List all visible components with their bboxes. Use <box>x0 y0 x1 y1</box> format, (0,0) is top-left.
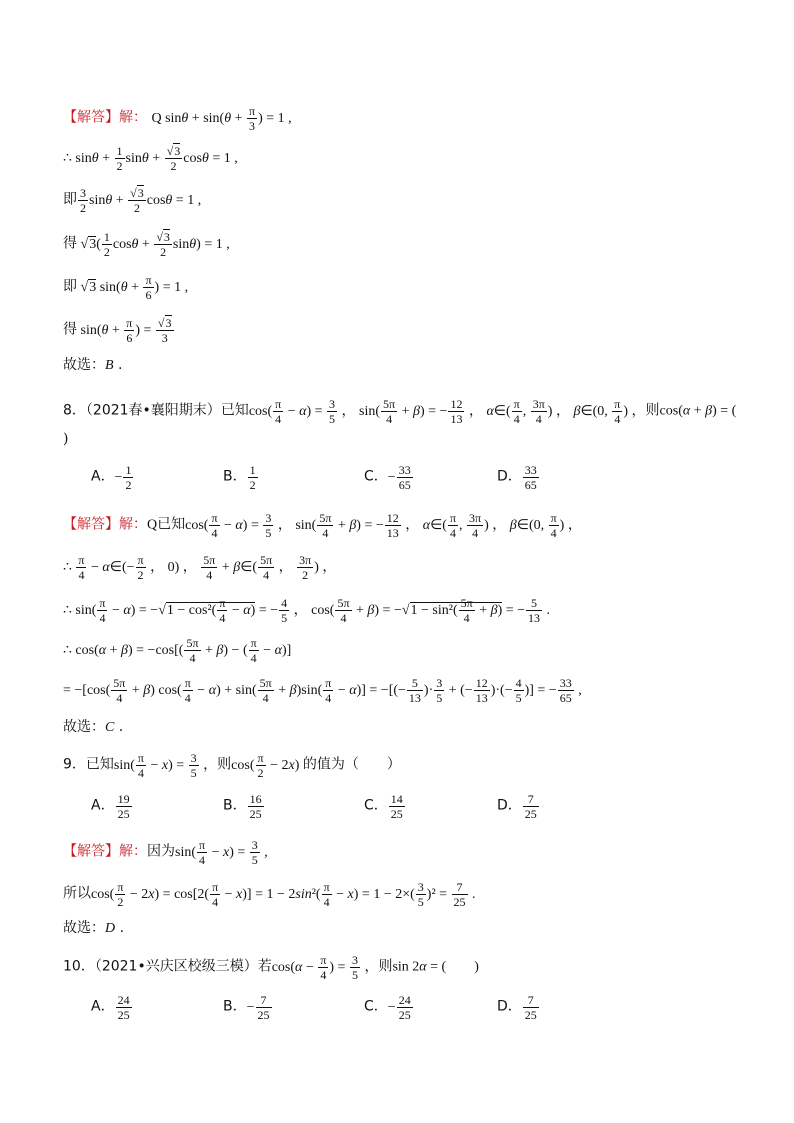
q7-solution-line-6: 得 sin(θ + $\frac{\pi}{6}$ ) = $\frac{√3}{3}$ <box>63 316 172 345</box>
q8-option-a[interactable]: A．− $\frac{1}{2}$ <box>91 463 132 492</box>
q9-answer: 故选：D . <box>63 920 125 936</box>
q8-stem-close: ) <box>63 431 69 447</box>
q7-solution-line-2: ∴ sinθ + $\frac{1}{2}$ sinθ + $\frac{√3}{2}$ cosθ = 1 , <box>63 144 238 173</box>
q7-solution-line-4: 得 √3( $\frac{1}{2}$ cosθ + $\frac{√3}{2}$ sinθ) = 1 , <box>63 230 230 259</box>
q8-option-d[interactable]: D． $\frac{33}{65}$ <box>497 463 537 492</box>
q8-solution-line-1: 【解答】解：Q已知cos( $\frac{\pi}{4}$ − α) = $\frac{3}{5}$ ， sin( $\frac{5\pi}{4}$ + β) = − $\frac{12}{13}$ ， α∈( $\frac{\pi}{4}$ , $\frac{3\pi}{4}$ ) ， β∈(0, $\frac{\pi}{4}$ ) ， <box>63 511 582 540</box>
q7-solution-line-1 <box>63 104 292 133</box>
answer-letter: C <box>105 720 115 735</box>
q8-number: 8． <box>63 402 86 419</box>
q9-option-b[interactable]: B． $\frac{16}{25}$ <box>223 792 262 821</box>
answer-letter: B <box>105 358 114 373</box>
q9-option-d[interactable]: D． $\frac{7}{25}$ <box>497 792 537 821</box>
q8-solution-line-2: ∴ $\frac{\pi}{4}$ − α∈(− $\frac{\pi}{2}$ ， 0) ， $\frac{5\pi}{4}$ + β∈( $\frac{5\pi}{4}$ ， $\frac{3\pi}{2}$ ) ， <box>63 553 337 582</box>
q10-stem: 10．（2021•兴庆区校级三模）若cos(α − $\frac{\pi}{4}$ ) = $\frac{3}{5}$ ，则sin 2α = ( ) <box>63 953 479 982</box>
q10-option-b[interactable]: B．− $\frac{7}{25}$ <box>223 993 270 1022</box>
formula: Q sinθ + sin(θ + $\frac{\pi}{3}$ ) = 1 , <box>151 104 292 133</box>
q9-option-c[interactable]: C． $\frac{14}{25}$ <box>364 792 403 821</box>
q7-solution-line-5: 即 √3 sin(θ + $\frac{\pi}{6}$ ) = 1 , <box>63 273 189 302</box>
q8-option-c[interactable]: C．− $\frac{33}{65}$ <box>364 463 411 492</box>
q8-option-b[interactable]: B． $\frac{1}{2}$ <box>223 463 256 492</box>
q8-solution-line-4: ∴ cos(α + β) = −cos[( $\frac{5\pi}{4}$ + β) − ( $\frac{\pi}{4}$ − α)] <box>63 636 292 665</box>
choose-label: 故选： <box>63 357 105 373</box>
q10-option-d[interactable]: D． $\frac{7}{25}$ <box>497 993 537 1022</box>
q9-stem: 9．已知sin( $\frac{\pi}{4}$ − x) = $\frac{3}{5}$ ，则cos( $\frac{\pi}{2}$ − 2x) 的值为（ ） <box>63 751 401 780</box>
q9-solution-line-1: 【解答】解：因为sin( $\frac{\pi}{4}$ − x) = $\frac{3}{5}$ , <box>63 838 268 867</box>
q8-answer: 故选：C . <box>63 719 124 735</box>
q8-solution-line-5: = −[cos( $\frac{5\pi}{4}$ + β) cos( $\frac{\pi}{4}$ − α) + sin( $\frac{5\pi}{4}$ + β)sin( $\frac{\pi}{4}$ − α)] = −[(− $\frac{5}{13}$ )· $\frac{3}{5}$ + (− $\frac{12}{13}$ )·(− $\frac{4}{5}$ )] = − $\frac{33}{65}$ , <box>63 676 582 705</box>
solution-jie: 解： <box>119 109 147 126</box>
q9-option-a[interactable]: A． $\frac{19}{25}$ <box>91 792 130 821</box>
q8-stem: 8．（2021春•襄阳期末）已知cos( $\frac{\pi}{4}$ − α) = $\frac{3}{5}$ ， sin( $\frac{5\pi}{4}$ + β) = − $\frac{12}{13}$ ， α∈( $\frac{\pi}{4}$ , $\frac{3\pi}{4}$ ) ， β∈(0, $\frac{\pi}{4}$ ) ，则cos(α + β) = ( <box>63 397 737 426</box>
answer-letter: D <box>105 921 116 936</box>
q10-option-c[interactable]: C．− $\frac{24}{25}$ <box>364 993 411 1022</box>
q10-source: （2021•兴庆区校级三模） <box>94 958 258 975</box>
q8-solution-line-3: ∴ sin( $\frac{\pi}{4}$ − α) = −√1 − cos²( $\frac{\pi}{4}$ − α) = − $\frac{4}{5}$ ， cos( $\frac{5\pi}{4}$ + β) = −√1 − sin²( $\frac{5\pi}{4}$ + β) = − $\frac{5}{13}$ . <box>63 596 551 625</box>
q7-answer: 故选：B . <box>63 357 123 373</box>
q10-option-a[interactable]: A． $\frac{24}{25}$ <box>91 993 130 1022</box>
q8-source: （2021春•襄阳期末） <box>85 402 221 419</box>
solution-tag: 【解答】 <box>63 109 119 126</box>
q10-number: 10． <box>63 958 95 975</box>
q9-solution-line-2: 所以cos( $\frac{\pi}{2}$ − 2x) = cos[2( $\frac{\pi}{4}$ − x)] = 1 − 2sin²( $\frac{\pi}{4}$ − x) = 1 − 2×( $\frac{3}{5}$ )² = $\frac{7}{25}$ . <box>63 880 476 909</box>
q9-number: 9． <box>63 756 86 773</box>
q7-solution-line-3: 即 $\frac{3}{2}$ sinθ + $\frac{√3}{2}$ cosθ = 1 , <box>63 186 202 215</box>
